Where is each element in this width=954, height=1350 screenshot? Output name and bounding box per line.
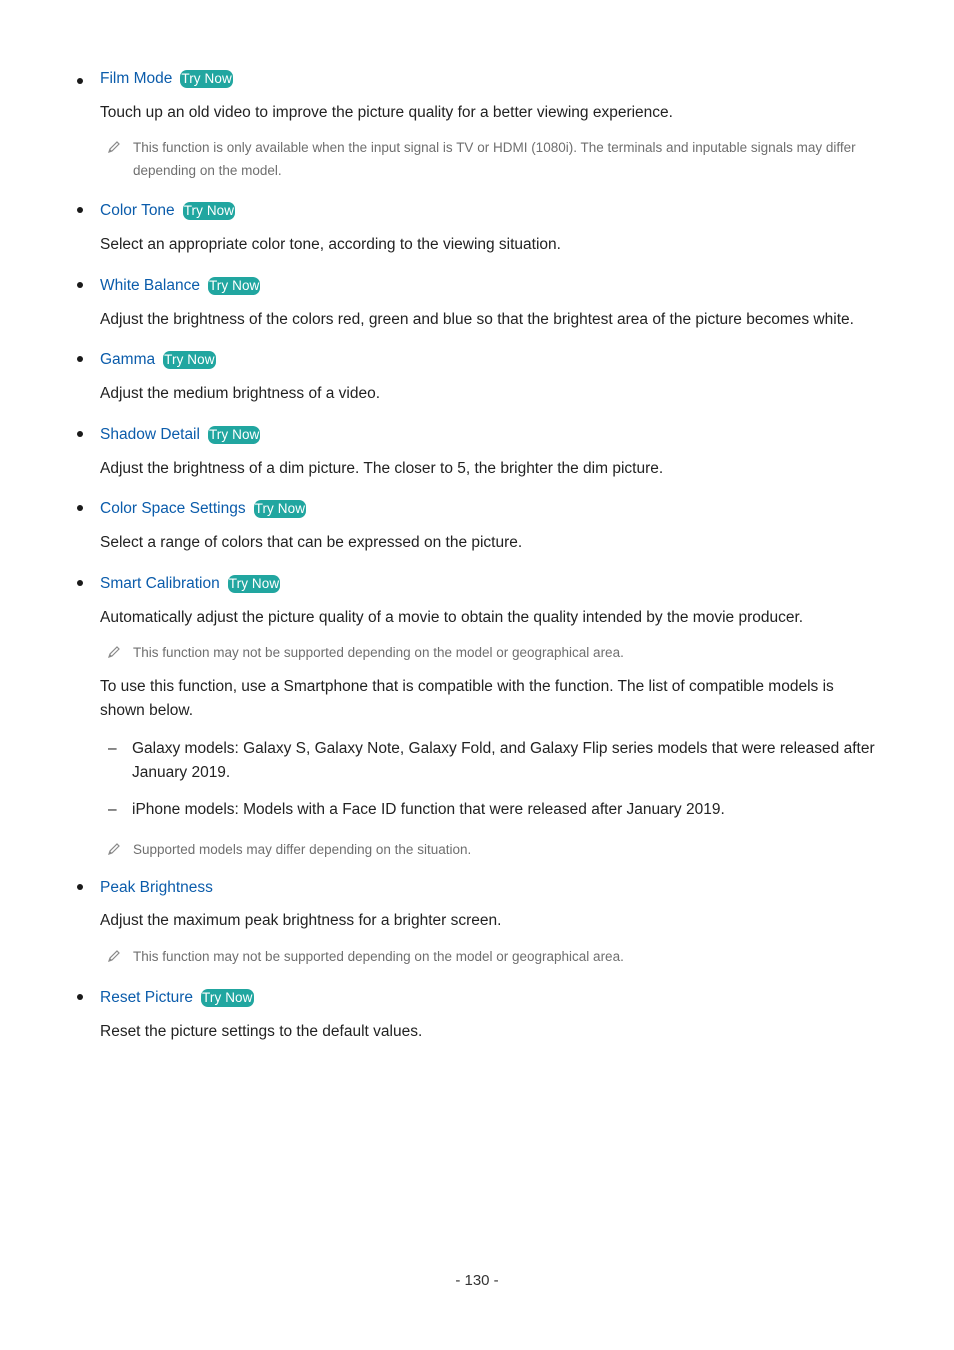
- peak-brightness-link[interactable]: Peak Brightness: [100, 879, 213, 896]
- try-now-button[interactable]: Try Now: [254, 501, 306, 516]
- try-now-button[interactable]: Try Now: [228, 576, 280, 591]
- note-text: Supported models may differ depending on the situation.: [133, 842, 472, 857]
- page-number: - 130 -: [455, 1272, 499, 1289]
- dash-marker: –: [108, 801, 117, 818]
- try-now-button[interactable]: Try Now: [208, 427, 260, 442]
- try-now-button[interactable]: Try Now: [183, 203, 235, 218]
- color-space-settings-link[interactable]: Color Space Settings: [100, 500, 246, 517]
- bullet-icon: [77, 505, 83, 511]
- bullet-icon: [77, 431, 83, 437]
- bullet-icon: [77, 884, 83, 890]
- item-description: Adjust the brightness of the colors red, green and blue so that the brightest area of the picture becomes white.: [100, 311, 854, 328]
- note-text: This function is only available when the input signal is TV or HDMI (1080i). The terminals and inputable signals may differ depending on the model.: [133, 140, 856, 178]
- white-balance-link[interactable]: White Balance: [100, 277, 200, 294]
- note-text: This function may not be supported depending on the model or geographical area.: [133, 645, 624, 660]
- item-heading-gamma: [100, 350, 216, 370]
- pencil-note-icon: [107, 140, 121, 154]
- item-heading-peak-brightness: [100, 878, 213, 898]
- try-now-button[interactable]: Try Now: [202, 990, 253, 1005]
- color-tone-link[interactable]: Color Tone: [100, 202, 175, 219]
- item-heading-white-balance: [100, 276, 260, 296]
- try-now-button[interactable]: Try Now: [181, 71, 232, 86]
- pencil-note-icon: [107, 842, 121, 856]
- note-text: This function may not be supported depending on the model or geographical area.: [133, 949, 624, 964]
- item-description: To use this function, use a Smartphone that is compatible with the function. The list of compatible models is shown below.: [100, 678, 834, 719]
- smart-calibration-link[interactable]: Smart Calibration: [100, 575, 220, 592]
- bullet-icon: [77, 580, 83, 586]
- item-heading-smart-calibration: [100, 574, 280, 594]
- item-description: Adjust the medium brightness of a video.: [100, 385, 381, 402]
- gamma-link[interactable]: Gamma: [100, 351, 156, 368]
- bullet-icon: [77, 207, 83, 213]
- bullet-icon: [77, 282, 83, 288]
- item-description: Reset the picture settings to the default values.: [100, 1023, 423, 1040]
- item-description: Adjust the brightness of a dim picture. The closer to 5, the brighter the dim picture.: [100, 460, 664, 477]
- reset-picture-link[interactable]: Reset Picture: [100, 989, 194, 1006]
- try-now-button[interactable]: Try Now: [208, 278, 260, 293]
- list-item-text: iPhone models: Models with a Face ID function that were released after January 2019.: [132, 801, 725, 818]
- pencil-note-icon: [107, 645, 121, 659]
- bullet-icon: [77, 994, 83, 1000]
- item-heading-film-mode: [100, 69, 233, 89]
- bullet-icon: [77, 356, 83, 362]
- list-item-text: Galaxy models: Galaxy S, Galaxy Note, Galaxy Fold, and Galaxy Flip series models that were released after January 2019.: [132, 740, 875, 781]
- item-heading-color-space-settings: [100, 499, 306, 519]
- dash-marker: –: [108, 740, 117, 757]
- film-mode-link[interactable]: Film Mode: [100, 70, 173, 87]
- item-description: Touch up an old video to improve the picture quality for a better viewing experience.: [100, 104, 673, 121]
- item-description: Select an appropriate color tone, according to the viewing situation.: [100, 236, 561, 253]
- item-description: Select a range of colors that can be expressed on the picture.: [100, 534, 523, 551]
- item-description: Adjust the maximum peak brightness for a brighter screen.: [100, 912, 502, 929]
- bullet-icon: [77, 78, 83, 84]
- try-now-button[interactable]: Try Now: [164, 352, 215, 367]
- item-heading-color-tone: [100, 201, 235, 221]
- item-description: Automatically adjust the picture quality of a movie to obtain the quality intended by the movie producer.: [100, 609, 804, 626]
- item-heading-shadow-detail: [100, 425, 260, 445]
- shadow-detail-link[interactable]: Shadow Detail: [100, 426, 200, 443]
- pencil-note-icon: [107, 949, 121, 963]
- item-heading-reset-picture: [100, 988, 254, 1008]
